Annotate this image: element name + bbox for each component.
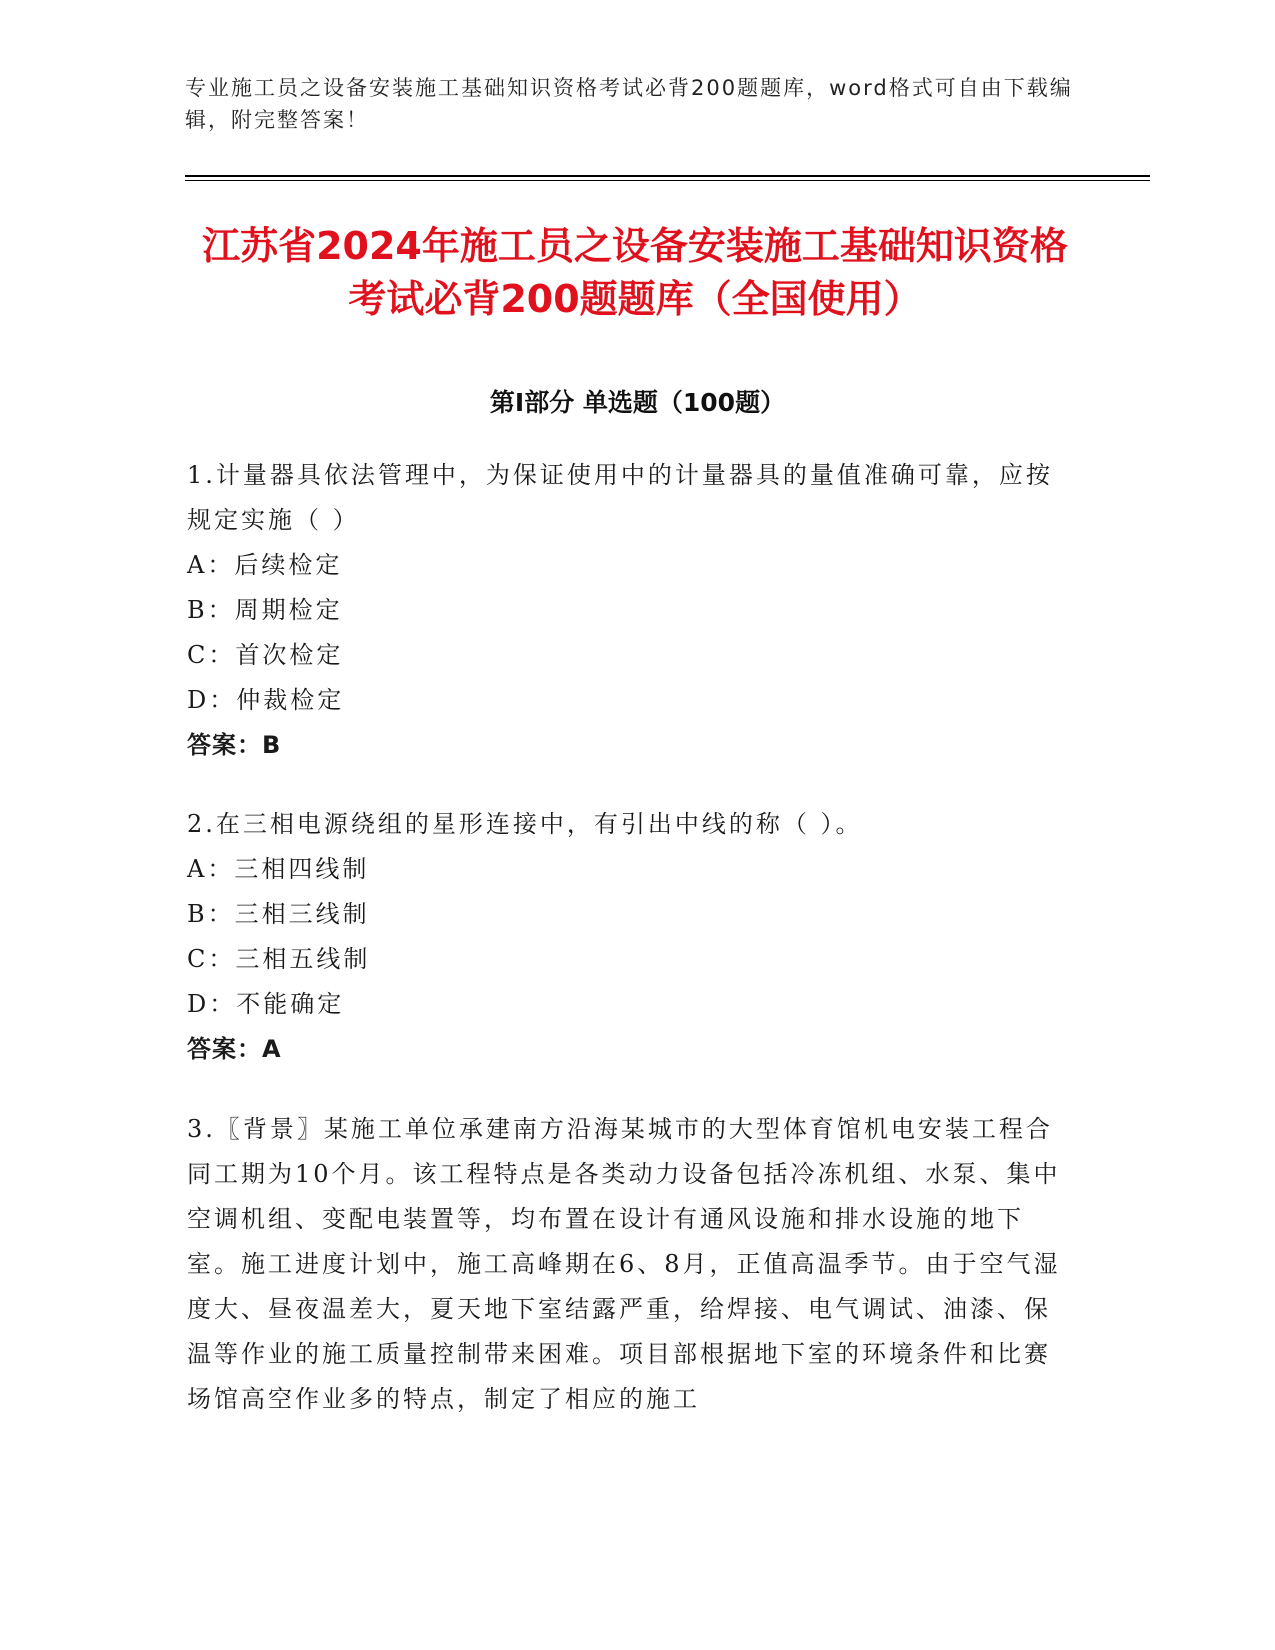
- option-a: A：三相四线制: [187, 855, 370, 883]
- question-stem: 1.计量器具依法管理中，为保证使用中的计量器具的量值准确可靠，应按规定实施（ ）: [187, 461, 1053, 534]
- header-rule-thick: [185, 175, 1150, 177]
- document-title: 江苏省2024年施工员之设备安装施工基础知识资格考试必背200题题库（全国使用）: [202, 224, 1068, 321]
- option-a: A：后续检定: [187, 551, 343, 579]
- question-1: [187, 453, 1067, 768]
- header-note: 专业施工员之设备安装施工基础知识资格考试必背200题题库，word格式可自由下载编辑，附完整答案！: [185, 76, 1073, 132]
- question-3: [187, 1107, 1067, 1422]
- section-heading: 第Ⅰ部分 单选题（100题）: [489, 388, 786, 417]
- option-c: C：三相五线制: [187, 945, 371, 973]
- option-c: C：首次检定: [187, 641, 344, 669]
- header-rule-thin: [185, 180, 1150, 181]
- answer: 答案：B: [187, 731, 282, 759]
- question-stem: 2.在三相电源绕组的星形连接中，有引出中线的称（ ）。: [187, 810, 863, 838]
- question-2: [187, 802, 1067, 1072]
- option-b: B：周期检定: [187, 596, 343, 624]
- option-d: D：不能确定: [187, 990, 345, 1018]
- option-d: D：仲裁检定: [187, 686, 345, 714]
- question-stem: 3.〖背景〗某施工单位承建南方沿海某城市的大型体育馆机电安装工程合同工期为10个月。该工程特点是各类动力设备包括冷冻机组、水泵、集中空调机组、变配电装置等，均布置在设计有通风设施和排水设施的地下室。施工进度计划中，施工高峰期在6、8月，正值高温季节。由于空气湿度大、昼夜温差大，夏天地下室结露严重，给焊接、电气调试、油漆、保温等作业的施工质量控制带来困难。项目部根据地下室的环境条件和比赛场馆高空作业多的特点，制定了相应的施工: [187, 1115, 1061, 1413]
- option-b: B：三相三线制: [187, 900, 370, 928]
- answer: 答案：A: [187, 1035, 282, 1063]
